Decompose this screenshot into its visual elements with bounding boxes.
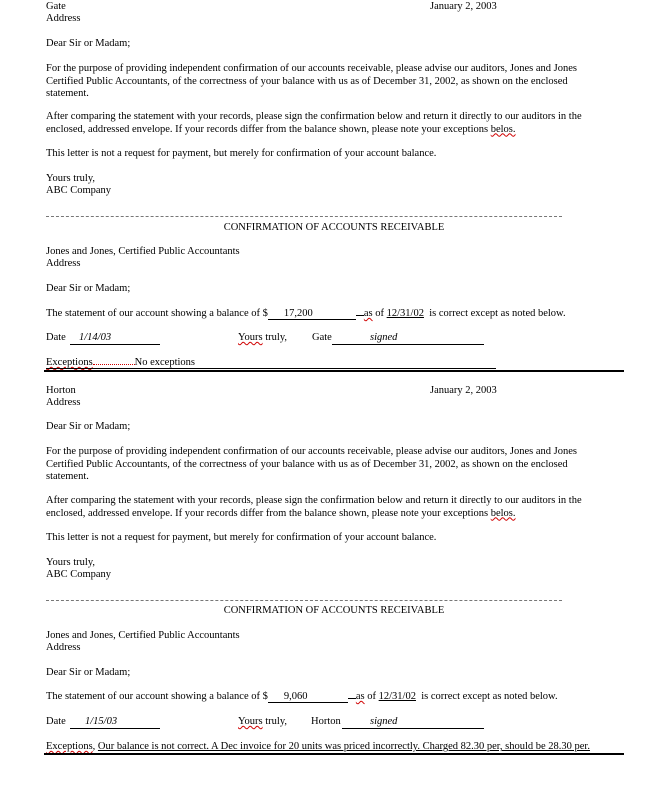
paragraph-purpose: For the purpose of providing independent confirmation of our accounts receivable, please advise our auditors, Jones and Jones Certified Public Accountants, of the correctness of your balance with us as of December 31, 2002, as shown on the enclosed statement. [46,446,577,482]
date-label: Date [46,716,66,727]
confirmation-heading: CONFIRMATION OF ACCOUNTS RECEIVABLE [223,222,445,233]
auditor-name: Jones and Jones, Certified Public Accountants [46,246,240,257]
statement-intro: The statement of our account showing a balance of $ [46,308,268,319]
confirmation-salutation: Dear Sir or Madam; [46,283,131,294]
confirmation-salutation: Dear Sir or Madam; [46,667,131,678]
paragraph-not-request: This letter is not a request for payment, but merely for confirmation of your account balance. [46,532,437,543]
salutation: Dear Sir or Madam; [46,38,131,49]
confirmation-heading: CONFIRMATION OF ACCOUNTS RECEIVABLE [223,605,445,616]
misspelled-word: belos. [490,123,516,135]
customer-name: Gate [46,1,66,12]
yours-truly-signoff [238,332,287,344]
tear-line [46,216,562,217]
yours-word: Yours [238,332,263,343]
paragraph-purpose: For the purpose of providing independent confirmation of our accounts receivable, please advise our auditors, Jones and Jones Certified Public Accountants, of the correctness of your balance with us as of December 31, 2002, as shown on the enclosed statement. [46,63,577,99]
signature-field [332,332,484,345]
truly-word: truly, [265,332,288,343]
balance-statement [46,691,558,703]
of-word: of [375,308,385,319]
misspelled-word: belos. [490,507,516,519]
as-of-date: 12/31/02 [386,308,424,319]
salutation: Dear Sir or Madam; [46,421,131,432]
statement-intro: The statement of our account showing a balance of $ [46,691,268,702]
auditor-address: Address [46,258,81,269]
statement-closing: is correct except as noted below. [429,308,566,319]
letter-date: January 2, 2003 [430,385,497,396]
signed-date: 1/14/03 [79,332,112,343]
company-name: ABC Company [46,569,112,580]
signed-date-field [70,716,160,729]
balance-field: 17,200 [268,308,356,320]
signer-name: Gate [312,332,332,343]
customer-address: Address [46,397,81,408]
balance-field-tail [356,315,364,316]
exceptions-label: Exceptions [46,357,93,368]
paragraph-instructions [46,495,606,520]
as-word: as [363,308,373,319]
balance-statement [46,308,566,320]
paragraph-instructions [46,111,606,136]
yours-word: Yours [238,716,263,727]
customer-address: Address [46,13,81,24]
closing: Yours truly, [46,173,96,184]
balance-field: 9,060 [268,691,348,703]
exceptions-separator: , [92,741,98,752]
statement-closing: is correct except as noted below. [421,691,558,702]
exceptions-text: Our balance is not correct. A Dec invoice for 20 units was priced incorrectly. Charged 82.30 per, should be 28.30 per. [97,741,590,752]
exceptions-line [46,741,590,753]
as-word: as [355,691,365,702]
as-of-date: 12/31/02 [378,691,416,702]
exceptions-label: Exceptions [46,741,93,752]
signature: signed [370,332,398,343]
paragraph-not-request: This letter is not a request for payment, but merely for confirmation of your account balance. [46,148,437,159]
yours-truly-signoff [238,716,287,728]
signed-date-field [70,332,160,345]
signed-date: 1/15/03 [85,716,118,727]
date-label: Date [46,332,66,343]
exceptions-text: No exceptions [134,357,196,368]
auditor-name: Jones and Jones, Certified Public Accountants [46,630,240,641]
instructions-text: After comparing the statement with your records, please sign the confirmation below and return it directly to our auditors in the enclosed, addressed envelope. If your records differ from the balance shown, please note your exceptions [46,111,582,135]
customer-name: Horton [46,385,76,396]
signature-field [342,716,484,729]
letter-date: January 2, 2003 [430,1,497,12]
instructions-text: After comparing the statement with your records, please sign the confirmation below and return it directly to our auditors in the enclosed, addressed envelope. If your records differ from the balance shown, please note your exceptions [46,495,582,519]
letter-separator [44,370,624,372]
exceptions-gap [93,364,135,365]
balance-field-tail [348,698,356,699]
letter-separator [44,753,624,755]
of-word: of [367,691,377,702]
exceptions-underline [46,368,496,369]
signer-name: Horton [311,716,341,727]
company-name: ABC Company [46,185,112,196]
closing: Yours truly, [46,557,96,568]
truly-word: truly, [265,716,288,727]
auditor-address: Address [46,642,81,653]
signature: signed [370,716,398,727]
tear-line [46,600,562,601]
